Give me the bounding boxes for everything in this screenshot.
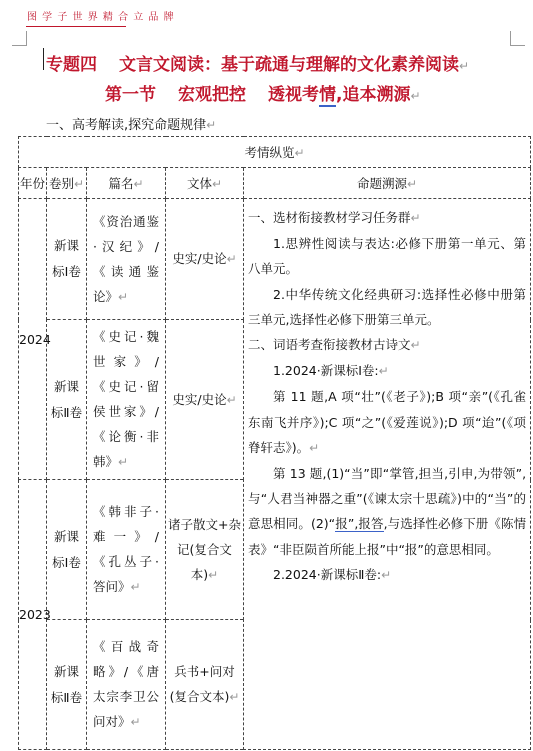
paragraph-mark: ↵ bbox=[410, 89, 421, 103]
origin-para: 二、词语考查衔接教材古诗文↵ bbox=[248, 337, 421, 353]
juan-cell: 新课标Ⅰ卷 bbox=[47, 480, 87, 620]
chapter-title bbox=[46, 50, 516, 75]
section-title-part3a: 透视考 bbox=[268, 85, 319, 105]
origin-para: 1.思辨性阅读与表达:必修下册第一单元、第八单元。 bbox=[248, 236, 527, 277]
exam-overview-table bbox=[18, 136, 531, 750]
paragraph-mark: ↵ bbox=[206, 118, 217, 132]
origin-para: 1.2024·新课标Ⅰ卷:↵ bbox=[273, 363, 389, 379]
origin-para: 2.2024·新课标Ⅱ卷:↵ bbox=[273, 566, 392, 582]
table-row bbox=[19, 199, 531, 320]
genre-cell: 兵书+问对(复合文本)↵ bbox=[166, 620, 244, 750]
margin-corner-mark-right bbox=[510, 31, 525, 46]
juan-cell: 新课标Ⅰ卷 bbox=[47, 199, 87, 320]
spellcheck-underlined-word: 报”,报答 bbox=[335, 516, 384, 532]
origin-para: 第 11 题,A 项“壮”(《老子》);B 项“亲”(《孔雀东南飞并序》);C 项“之”(《爱莲说》);D 项“迨”(《项脊轩志》)。↵ bbox=[248, 389, 527, 455]
section-title-part3c: ,追本溯源 bbox=[336, 85, 411, 105]
col-header-genre: 文体↵ bbox=[166, 168, 244, 199]
chapter-title-number: 专题四 bbox=[46, 55, 97, 75]
origin-para: 2.中华传统文化经典研习:选择性必修中册第三单元,选择性必修下册第三单元。 bbox=[248, 286, 527, 327]
section-title bbox=[105, 80, 421, 105]
paragraph-mark: ↵ bbox=[459, 59, 470, 73]
piece-cell: 《韩非子·难一》/《孔丛子·答问》↵ bbox=[87, 480, 166, 620]
section-title-part2: 宏观把控 bbox=[178, 85, 246, 105]
table-caption: 考情纵览↵ bbox=[19, 137, 531, 168]
year-cell: 2024 bbox=[19, 199, 47, 480]
genre-cell: 史实/史论↵ bbox=[166, 199, 244, 320]
piece-cell: 《史记·魏世家》/《史记·留侯世家》/《论衡·非韩》↵ bbox=[87, 320, 166, 480]
table-header-row bbox=[19, 168, 531, 199]
piece-cell: 《百战奇略》/《唐太宗李卫公问对》↵ bbox=[87, 620, 166, 750]
text-cursor bbox=[43, 48, 44, 70]
spellcheck-underlined-word: 情 bbox=[319, 85, 336, 105]
logo-underline bbox=[26, 26, 126, 27]
section-title-number: 第一节 bbox=[105, 85, 156, 105]
col-header-piece: 篇名↵ bbox=[87, 168, 166, 199]
origin-para: 一、选材衔接教材学习任务群↵ bbox=[248, 210, 421, 225]
col-header-year: 年份 bbox=[19, 168, 47, 199]
piece-cell: 《资治通鉴·汉纪》/《读通鉴论》↵ bbox=[87, 199, 166, 320]
genre-cell: 诸子散文+杂记(复合文本)↵ bbox=[166, 480, 244, 620]
origin-para: 第 13 题,(1)“当”即“掌管,担当,引申,为带领”,与“人君当神器之重”(《谏太宗十思疏》)中的“当”的意思相同。(2)“报”,报答,与选择性必修下册《陈情表》“非臣陨首所能上报”中“报”的意思相同。 bbox=[248, 466, 527, 557]
subsection-heading bbox=[46, 114, 216, 133]
chapter-title-text: 文言文阅读：基于疏通与理解的文化素养阅读 bbox=[119, 55, 459, 75]
col-header-juan: 卷别↵ bbox=[47, 168, 87, 199]
year-cell: 2023 bbox=[19, 480, 47, 750]
juan-cell: 新课标Ⅱ卷 bbox=[47, 620, 87, 750]
col-header-origin: 命题溯源↵ bbox=[244, 168, 531, 199]
genre-cell: 史实/史论↵ bbox=[166, 320, 244, 480]
subsection-heading-text: 一、高考解读,探究命题规律 bbox=[46, 118, 207, 133]
juan-cell: 新课标Ⅱ卷 bbox=[47, 320, 87, 480]
origin-cell bbox=[244, 199, 531, 750]
margin-corner-mark-left bbox=[12, 31, 27, 46]
brand-logo: 图 学 子 世 界 精 合 立 品 牌 bbox=[27, 12, 175, 23]
